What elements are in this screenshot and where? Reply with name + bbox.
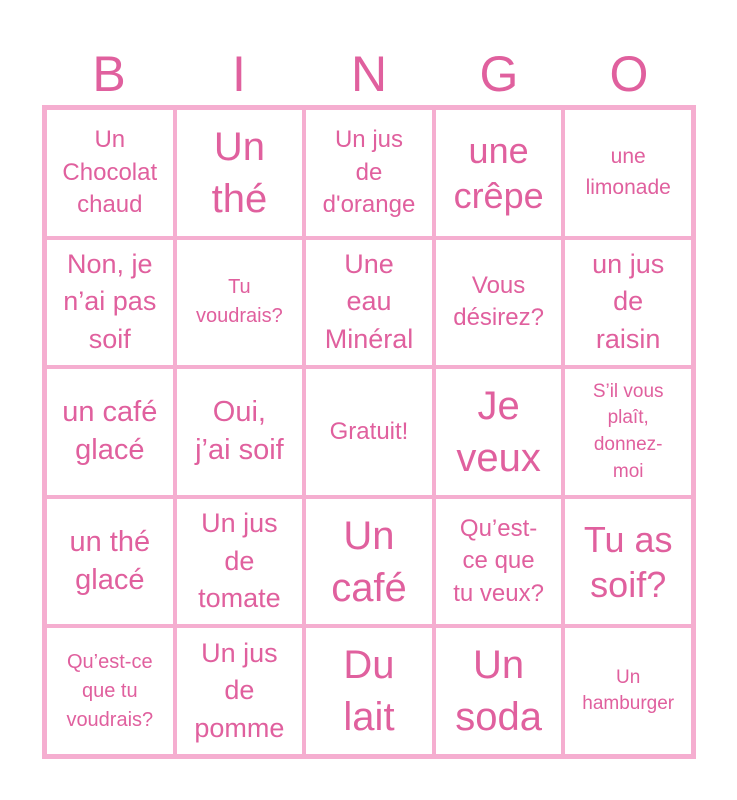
header-letter-n: N — [350, 46, 388, 102]
cell-text: Un thé — [211, 124, 268, 221]
cell-text: Un café — [331, 513, 407, 610]
bingo-cell[interactable] — [304, 626, 434, 756]
cell-text: une limonade — [585, 145, 671, 199]
cell-text: Tu as soif? — [583, 518, 673, 605]
bingo-cell[interactable] — [175, 626, 305, 756]
bingo-cell[interactable] — [304, 238, 434, 368]
cell-text: Un jus de tomate — [198, 507, 281, 614]
cell-text: S’il vous plaît, donnez- moi — [592, 380, 664, 482]
bingo-cell[interactable] — [434, 108, 564, 238]
bingo-cell[interactable] — [45, 108, 175, 238]
cell-text: Un Chocolat chaud — [62, 126, 158, 218]
cell-text: Un jus de pomme — [194, 637, 285, 744]
header-letter-o: O — [609, 46, 649, 102]
bingo-cell[interactable] — [434, 626, 564, 756]
header-letter-i: I — [232, 46, 246, 102]
bingo-cell[interactable] — [45, 238, 175, 368]
bingo-cell[interactable] — [563, 108, 693, 238]
bingo-cell[interactable] — [175, 497, 305, 627]
header-letter-b: B — [92, 46, 126, 102]
bingo-cell[interactable] — [175, 238, 305, 368]
cell-text: Du lait — [343, 643, 395, 740]
cell-text: Un soda — [455, 643, 542, 740]
cell-text: Un hamburger — [582, 666, 675, 715]
bingo-cell[interactable] — [175, 108, 305, 238]
header-letter-g: G — [479, 46, 519, 102]
bingo-cell[interactable] — [563, 238, 693, 368]
bingo-cell[interactable] — [304, 367, 434, 497]
cell-text: Gratuit! — [329, 417, 409, 445]
cell-text: Tu voudrais? — [196, 276, 283, 328]
bingo-cell[interactable] — [434, 238, 564, 368]
bingo-cell[interactable] — [563, 497, 693, 627]
cell-text: Je veux — [456, 383, 541, 480]
cell-text: Qu’est-ce que tu voudrais? — [66, 650, 154, 731]
cell-text: Un jus de d'orange — [322, 126, 416, 218]
cell-text: Vous désirez? — [453, 272, 544, 332]
cell-text: un jus de raisin — [592, 248, 665, 355]
cell-text: Non, je n’ai pas soif — [63, 248, 157, 355]
bingo-header — [44, 44, 694, 104]
cell-text: un thé glacé — [69, 525, 151, 596]
cell-text: un café glacé — [62, 396, 158, 466]
bingo-cell[interactable] — [45, 367, 175, 497]
bingo-cell[interactable] — [45, 497, 175, 627]
bingo-cell[interactable] — [563, 367, 693, 497]
bingo-cell[interactable] — [175, 367, 305, 497]
cell-text: une crêpe — [453, 129, 544, 216]
cell-text: Qu’est- ce que tu veux? — [453, 515, 544, 607]
bingo-cell[interactable] — [434, 367, 564, 497]
cell-text: Une eau Minéral — [324, 248, 414, 355]
cell-text: Oui, j’ai soif — [195, 396, 284, 466]
bingo-cell[interactable] — [434, 497, 564, 627]
bingo-cell[interactable] — [304, 108, 434, 238]
bingo-cell[interactable] — [563, 626, 693, 756]
bingo-cell[interactable] — [304, 497, 434, 627]
bingo-cell[interactable] — [45, 626, 175, 756]
bingo-card-grid — [42, 105, 696, 759]
